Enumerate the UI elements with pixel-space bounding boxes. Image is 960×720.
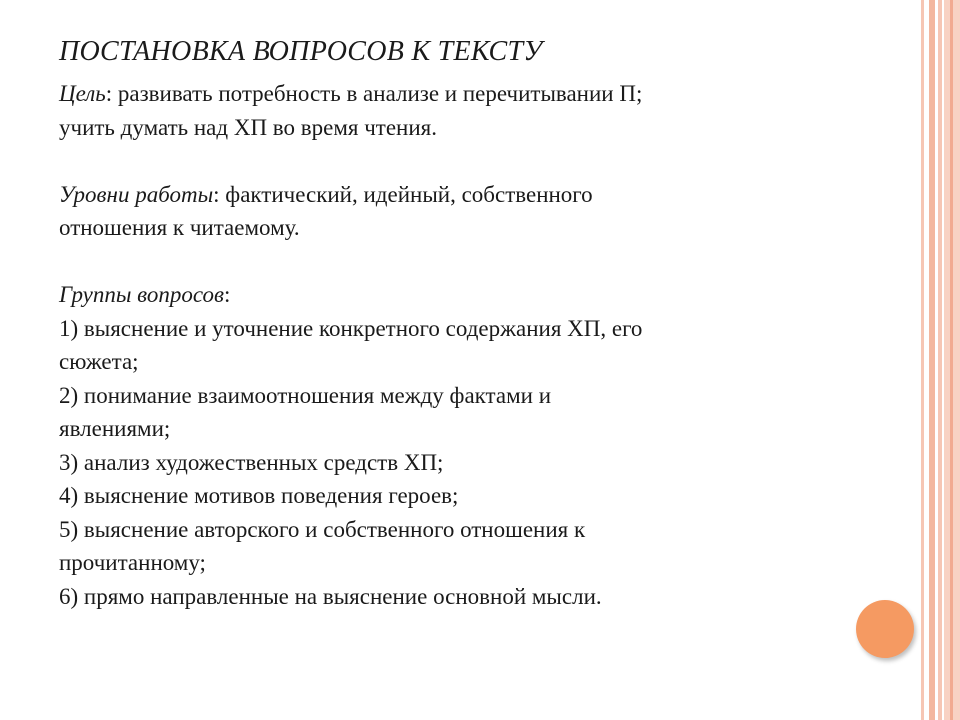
levels-line-2: отношения к читаемому. — [59, 215, 300, 240]
groups-heading — [59, 278, 859, 312]
levels-text: : фактический, идейный, собственного — [213, 181, 593, 207]
list-item: 4) выяснение мотивов поведения героев; — [59, 483, 459, 508]
spacer — [59, 144, 859, 178]
list-item: сюжета; — [59, 349, 139, 374]
spacer — [59, 245, 859, 279]
decorative-stripe — [950, 0, 953, 720]
goal-label: Цель — [59, 81, 106, 106]
list-item: 2) понимание взаимоотношения между фактами и — [59, 382, 552, 408]
list-item: 3) анализ художественных средств ХП; — [59, 449, 444, 475]
groups-label: Группы вопросов — [59, 282, 224, 307]
goal-line-2: учить думать над ХП во время чтения. — [59, 114, 437, 140]
list-item: явлениями; — [59, 416, 171, 441]
goal-line-1 — [59, 77, 859, 111]
decorative-stripe — [921, 0, 924, 720]
goal-text: : развивать потребность в анализе и перечитывании П; — [105, 81, 643, 106]
list-item: прочитанному; — [59, 550, 206, 575]
list-item: 5) выяснение авторского и собственного отношения к — [59, 516, 586, 542]
groups-colon: : — [223, 282, 231, 307]
slide-body — [59, 77, 859, 613]
decorative-stripe — [938, 0, 942, 720]
levels-label: Уровни работы — [59, 181, 214, 207]
list-item: 6) прямо направленные на выяснение основной мысли. — [59, 583, 602, 609]
levels-line-1 — [59, 178, 859, 212]
decorative-stripe — [929, 0, 935, 720]
list-item: 1) выяснение и уточнение конкретного содержания ХП, его — [59, 315, 643, 341]
slide-title: ПОСТАНОВКА ВОПРОСОВ К ТЕКСТУ — [59, 36, 543, 67]
decorative-circle — [856, 600, 914, 658]
